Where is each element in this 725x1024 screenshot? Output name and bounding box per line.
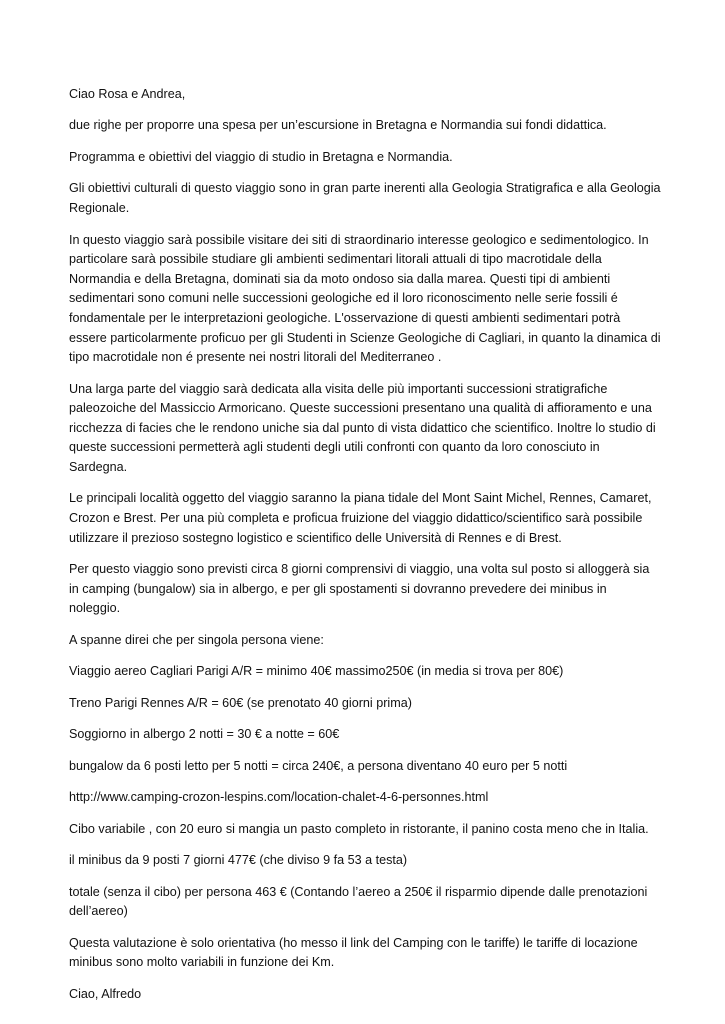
successions-paragraph: Una larga parte del viaggio sarà dedicata alla visita delle più importanti successioni stratigrafiche paleozoiche del Massiccio Armoricano. Queste successioni presentano una qualità di affioramento e una ricchezza di facies che le rendono uniche sia dal punto di vista didattico che scientifico. Inoltre lo studio di queste successioni permetterà agli studenti degli utili confronti con quanto da loro conosciuto in Sardegna. xyxy=(69,381,656,474)
duration-paragraph: Per questo viaggio sono previsti circa 8 giorni comprensivi di viaggio, una volta sul posto si alloggerà sia in camping (bungalow) sia in albergo, e per gli spostamenti si dovranno prevedere dei minibus in noleggio. xyxy=(69,562,650,616)
letter-body xyxy=(69,85,661,1016)
camping-link: http://www.camping-crozon-lespins.com/location-chalet-4-6-personnes.html xyxy=(69,790,489,805)
signoff: Ciao, Alfredo xyxy=(69,986,142,1001)
cost-hotel: Soggiorno in albergo 2 notti = 30 € a notte = 60€ xyxy=(69,727,340,742)
intro-paragraph: due righe per proporre una spesa per un’escursione in Bretagna e Normandia sui fondi didattica. xyxy=(69,118,607,133)
greeting: Ciao Rosa e Andrea, xyxy=(69,87,186,101)
sites-paragraph: In questo viaggio sarà possibile visitare dei siti di straordinario interesse geologico e sedimentologico. In particolare sarà possibile studiare gli ambienti sedimentari litorali attuali di tipo macrotidale della Normandia e della Bretagna, dominati sia da moto ondoso sia dalla marea. Questi tipi di ambienti sedimentari sono comuni nelle successioni geologiche ed il loro riconoscimento nelle serie fossili é fondamentale per le interpretazioni geologiche. L'osservazione di questi ambienti sedimentari potrà essere particolarmente proficuo per gli Studenti in Scienze Geologiche di Cagliari, in quanto la dinamica di tipo macrotidale non é presente nei nostri litorali del Mediterraneo . xyxy=(69,232,661,365)
per-person-intro: A spanne direi che per singola persona viene: xyxy=(69,632,324,647)
program-title: Programma e obiettivi del viaggio di studio in Bretagna e Normandia. xyxy=(69,149,453,164)
cost-bungalow: bungalow da 6 posti letto per 5 notti = circa 240€, a persona diventano 40 euro per 5 notti xyxy=(69,758,568,773)
locations-paragraph: Le principali località oggetto del viaggio saranno la piana tidale del Mont Saint Michel, Rennes, Camaret, Crozon e Brest. Per una più completa e proficua fruizione del viaggio didattico/scientifico sarà possibile utilizzare il prezioso sostegno logistico e scientifico delle Università di Rennes e di Brest. xyxy=(69,491,652,545)
disclaimer-paragraph: Questa valutazione è solo orientativa (ho messo il link del Camping con le tariffe) le tariffe di locazione minibus sono molto variabili in funzione dei Km. xyxy=(69,935,638,970)
cost-minibus: il minibus da 9 posti 7 giorni 477€ (che diviso 9 fa 53 a testa) xyxy=(69,853,408,868)
cost-food: Cibo variabile , con 20 euro si mangia un pasto completo in ristorante, il panino costa meno che in Italia. xyxy=(69,821,649,836)
objectives-paragraph: Gli obiettivi culturali di questo viaggio sono in gran parte inerenti alla Geologia Stratigrafica e alla Geologia Regionale. xyxy=(69,181,661,216)
cost-train: Treno Parigi Rennes A/R = 60€ (se prenotato 40 giorni prima) xyxy=(69,695,412,710)
total-cost: totale (senza il cibo) per persona 463 € (Contando l’aereo a 250€ il risparmio dipende dalle prenotazioni dell’aereo) xyxy=(69,884,648,919)
cost-flight: Viaggio aereo Cagliari Parigi A/R = minimo 40€ massimo250€ (in media si trova per 80€) xyxy=(69,664,564,679)
